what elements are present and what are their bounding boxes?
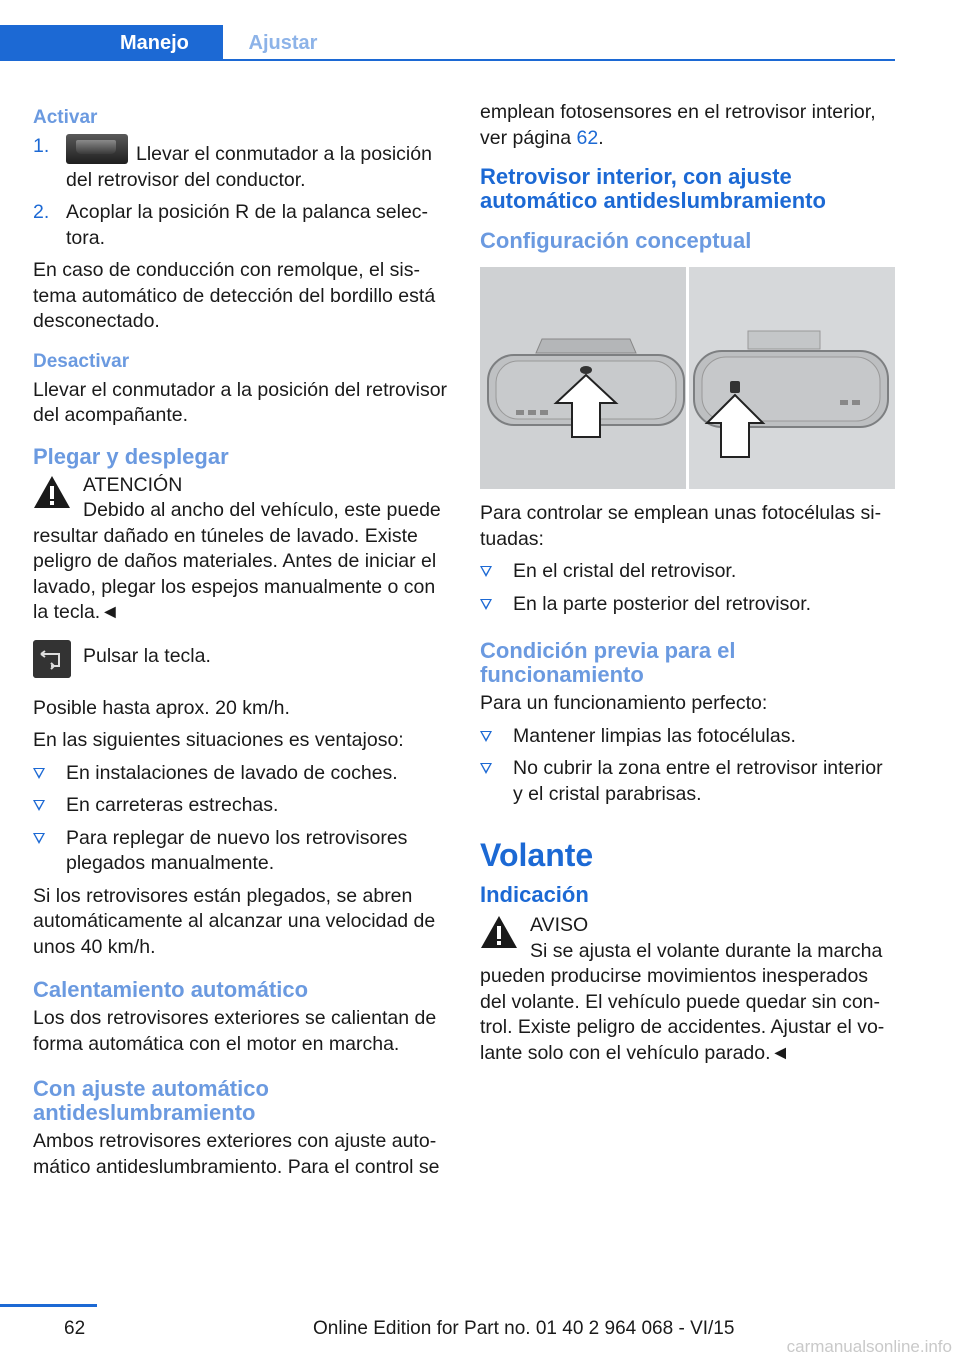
page-link[interactable]: 62 [576,126,599,149]
warning-title: ATENCIÓN [83,473,183,496]
continued-text [480,100,895,151]
antideslumbramiento-text: Ambos retrovisores exteriores con ajuste automático antideslumbramiento. Para el control se [33,1130,440,1178]
plegar-heading: Plegar y desplegar [33,443,229,469]
edition-text: Online Edition for Part no. 01 40 2 964 068 - VI/15 [313,1318,735,1339]
list-item-text: En la parte posterior del retrovisor. [513,592,812,615]
retrovisor-interior-heading: Retrovisor interior, con ajuste automático antideslumbramiento [480,164,826,213]
remolque-text: En caso de conducción con remolque, el sistema automático de detección del bordillo está desconectado. [33,259,436,332]
list-item [480,756,895,807]
right-column [480,100,895,1073]
list-item-text: Para replegar de nuevo los retrovisores plegados manualmente. [66,826,408,874]
condicion-intro: Para un funcionamiento perfecto: [480,692,768,714]
rear-view-mirror-illustration [480,267,895,489]
speed-text: Posible hasta aprox. 20 km/h. [33,696,290,719]
list-item-text: En instalaciones de lavado de coches. [66,761,398,784]
step-item [33,134,448,193]
situations-intro: En las siguientes situaciones es ventajoso: [33,729,404,751]
fold-key-block [33,640,448,684]
list-item-text: En carreteras estrechas. [66,794,279,816]
plegados-text: Si los retrovisores están plegados, se abren automáticamente al alcanzar una velocidad de unos 40 km/h. [33,884,436,958]
continued-text-body: emplean fotosensores en el retrovisor interior, ver página [480,101,876,149]
bullet-triangle-icon [480,599,492,610]
warning-triangle-icon [480,915,518,949]
sensors-list [480,559,895,617]
step-text: Llevar el conmutador a la posición del retrovisor del conductor. [66,143,432,191]
left-column [33,100,448,1187]
warning-block [33,473,448,524]
list-item [33,793,448,819]
list-item [480,592,895,618]
bullet-triangle-icon [33,768,45,779]
continued-text-end: . [598,126,604,149]
indicacion-heading: Indicación [480,882,589,907]
condicion-heading: Condición previa para el funcionamiento [480,638,736,687]
mirror-switch-icon [66,134,128,164]
page-number: 62 [64,1318,86,1339]
configuracion-heading: Configuración conceptual [480,228,752,253]
situations-list [33,761,448,877]
bullet-triangle-icon [480,731,492,742]
step-item [33,200,448,251]
aviso-first-line: Si se ajusta el volante durante la marcha [530,939,883,962]
bullet-triangle-icon [33,833,45,844]
key-text: Pulsar la tecla. [83,644,211,667]
list-item-text: No cubrir la zona entre el retrovisor interior y el cristal parabrisas. [513,757,883,805]
activar-steps [33,134,448,251]
step-number: 2. [33,201,50,223]
tab-ajustar[interactable]: Ajustar [248,32,318,54]
warning-triangle-icon [33,475,71,509]
condiciones-list [480,724,895,808]
desactivar-heading: Desactivar [33,350,130,372]
bullet-triangle-icon [33,800,45,811]
header-tabbar [0,25,895,61]
list-item-text: Mantener limpias las fotocélulas. [513,724,796,747]
warning-text: resultar dañado en túneles de lavado. Existe peligro de daños materiales. Antes de iniciar el lavado, plegar los espejos manualmente o con la tecla.◄ [33,524,437,623]
watermark: carmanualsonline.info [786,1337,952,1356]
list-item [480,559,895,585]
aviso-text: pueden producirse movimientos inesperados del volante. El vehículo puede quedar sin control. Existe peligro de accidentes. Ajustar el volante solo con el vehículo parado.◄ [480,965,885,1064]
aviso-title: AVISO [530,914,589,936]
desactivar-text: Llevar el conmutador a la posición del retrovisor del acompañante. [33,378,448,426]
mirror-fold-button-icon [33,640,71,678]
tab-manejo[interactable]: Manejo [0,25,223,61]
antideslumbramiento-heading: Con ajuste automático antideslumbramiento [33,1076,269,1125]
step-number: 1. [33,135,50,157]
calentamiento-heading: Calentamiento automático [33,977,309,1002]
bullet-triangle-icon [480,566,492,577]
bullet-triangle-icon [480,763,492,774]
volante-heading: Volante [480,837,594,873]
activar-heading: Activar [33,107,98,128]
calentamiento-text: Los dos retrovisores exteriores se calientan de forma automática con el motor en marcha. [33,1007,437,1055]
list-item [33,761,448,787]
control-text: Para controlar se emplean unas fotocélulas situadas: [480,502,882,550]
list-item [480,724,895,750]
list-item-text: En el cristal del retrovisor. [513,560,737,582]
list-item [33,826,448,877]
aviso-block [480,913,895,964]
footer-accent-line [0,1304,97,1307]
warning-first-line: Debido al ancho del vehículo, este puede [83,499,441,521]
mirror-figure [480,267,895,489]
step-text: Acoplar la posición R de la palanca selectora. [66,201,429,249]
